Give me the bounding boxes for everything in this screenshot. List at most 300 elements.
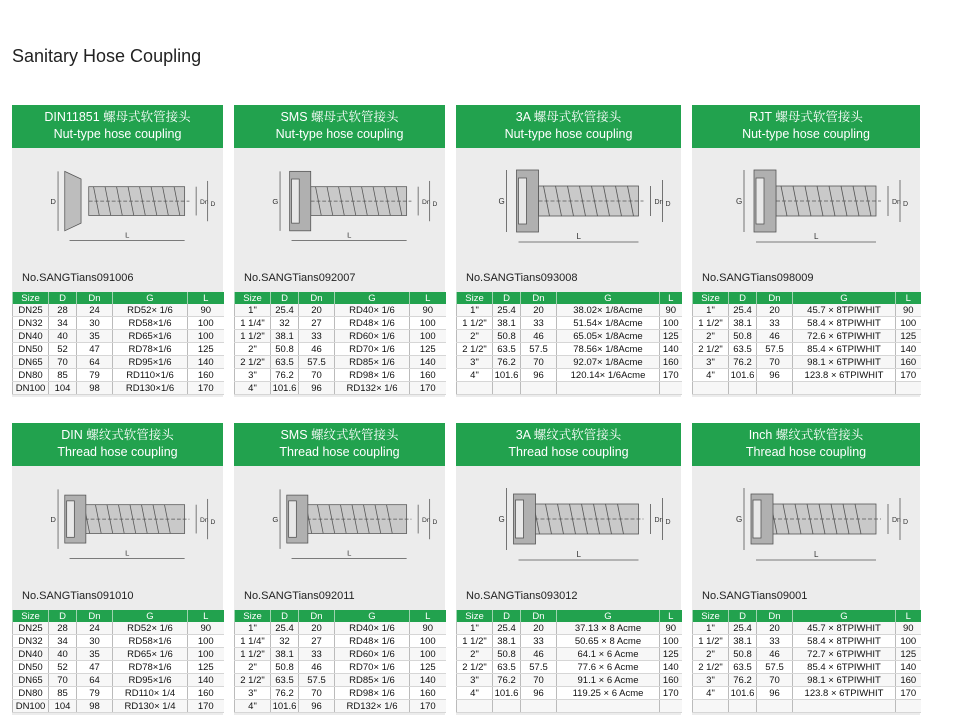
coupling-drawing (234, 148, 445, 258)
column-header: L (188, 292, 224, 304)
table-cell: 38.1 (729, 317, 757, 330)
product-card (234, 105, 445, 397)
table-cell: 85 (49, 687, 77, 700)
table-cell: 160 (896, 674, 921, 687)
table-cell: 160 (188, 687, 224, 700)
table-row (235, 687, 446, 700)
table-cell: DN25 (13, 622, 49, 635)
table-cell: 160 (410, 687, 446, 700)
table-cell: 3" (457, 674, 493, 687)
table-row (457, 369, 682, 382)
table-cell: 76.2 (729, 356, 757, 369)
column-header: D (271, 292, 299, 304)
table-cell: 125 (660, 330, 682, 343)
table-cell: 1" (235, 304, 271, 317)
table-cell: 20 (757, 304, 793, 317)
table-row (693, 622, 921, 635)
page-title: Sanitary Hose Coupling (12, 46, 202, 66)
model-number: No.SANGTians098009 (702, 272, 814, 284)
table-cell: 50.8 (271, 343, 299, 356)
coupling-drawing (12, 148, 223, 258)
table-cell: 98 (77, 382, 113, 395)
table-cell: RD52× 1/6 (113, 622, 188, 635)
table-cell: DN40 (13, 330, 49, 343)
table-cell: 140 (660, 661, 682, 674)
table-cell: 57.5 (757, 661, 793, 674)
table-cell: 120.14× 1/6Acme (557, 369, 660, 382)
table-cell: 24 (77, 304, 113, 317)
table-cell: DN50 (13, 661, 49, 674)
table-row (235, 304, 446, 317)
table-cell: 34 (49, 635, 77, 648)
coupling-drawing (692, 466, 920, 576)
model-number: No.SANGTians092007 (244, 272, 356, 284)
table-cell: 125 (410, 343, 446, 356)
column-header: Dn (521, 292, 557, 304)
table-cell: 4" (235, 700, 271, 713)
table-cell: 98 (77, 700, 113, 713)
table-row (693, 382, 921, 395)
column-header: G (793, 292, 896, 304)
card-title-en: Thread hose coupling (745, 445, 867, 459)
svg-text:D: D (903, 519, 909, 526)
table-cell: 3" (693, 356, 729, 369)
table-cell: 76.2 (493, 356, 521, 369)
table-cell: 98.1 × 6TPIWHIT (793, 356, 896, 369)
table-row (457, 382, 682, 395)
table-row (457, 648, 682, 661)
table-cell: 33 (521, 317, 557, 330)
table-cell: 2" (235, 343, 271, 356)
table-cell: 4" (235, 382, 271, 395)
table-cell: 1" (235, 622, 271, 635)
svg-text:Dn: Dn (199, 516, 209, 524)
table-cell: 101.6 (271, 700, 299, 713)
table-cell: 1 1/4" (235, 317, 271, 330)
coupling-drawing (456, 148, 681, 258)
column-header: D (729, 610, 757, 622)
svg-text:G: G (736, 197, 743, 206)
spec-table (692, 292, 921, 395)
table-cell: 1 1/2" (235, 330, 271, 343)
coupling-drawing (12, 466, 223, 576)
table-row (693, 330, 921, 343)
table-cell: 38.1 (271, 330, 299, 343)
product-card (456, 105, 681, 397)
table-row (693, 635, 921, 648)
table-cell: DN65 (13, 674, 49, 687)
table-cell: 1 1/2" (457, 635, 493, 648)
table-cell: 46 (521, 330, 557, 343)
card-header (456, 105, 681, 148)
table-cell: 25.4 (271, 304, 299, 317)
spec-table (12, 610, 224, 713)
column-header: Size (457, 292, 493, 304)
column-header: Dn (299, 292, 335, 304)
table-cell: 70 (299, 369, 335, 382)
svg-text:G: G (498, 197, 505, 206)
table-row (13, 687, 224, 700)
card-title-cn: 3A 螺纹式软管接头 (515, 428, 622, 442)
table-cell (896, 700, 921, 713)
table-cell: 50.65 × 8 Acme (557, 635, 660, 648)
table-cell: 90 (660, 304, 682, 317)
table-cell: 3" (693, 674, 729, 687)
table-cell: 25.4 (729, 304, 757, 317)
table-cell: 57.5 (299, 674, 335, 687)
table-cell: 76.2 (271, 369, 299, 382)
table-cell: 33 (521, 635, 557, 648)
table-cell (729, 382, 757, 395)
table-cell: 63.5 (271, 356, 299, 369)
spec-table (456, 610, 682, 713)
coupling-drawing (234, 466, 445, 576)
card-title-en: Nut-type hose coupling (504, 127, 633, 141)
table-cell: 1" (457, 622, 493, 635)
table-row (693, 674, 921, 687)
table-cell: 32 (271, 317, 299, 330)
table-cell: 57.5 (757, 343, 793, 356)
card-title-cn: DIN11851 螺母式软管接头 (44, 110, 191, 124)
table-cell: 25.4 (493, 622, 521, 635)
svg-text:D: D (665, 201, 671, 208)
table-row (457, 330, 682, 343)
table-row (235, 674, 446, 687)
table-cell: 79 (77, 369, 113, 382)
coupling-drawing (692, 148, 920, 258)
svg-text:G: G (498, 515, 505, 524)
table-cell: 20 (299, 622, 335, 635)
table-cell: 96 (757, 369, 793, 382)
table-cell: DN100 (13, 382, 49, 395)
table-cell (660, 700, 682, 713)
table-cell: RD98× 1/6 (335, 369, 410, 382)
table-cell: 37.13 × 8 Acme (557, 622, 660, 635)
table-cell: DN80 (13, 369, 49, 382)
table-cell: RD48× 1/6 (335, 635, 410, 648)
table-cell (896, 382, 921, 395)
table-cell: RD85× 1/6 (335, 356, 410, 369)
column-header: D (49, 610, 77, 622)
table-cell: 170 (410, 700, 446, 713)
table-cell: 91.1 × 6 Acme (557, 674, 660, 687)
table-cell: 33 (757, 635, 793, 648)
card-title-cn: SMS 螺纹式软管接头 (280, 428, 399, 442)
table-cell: 33 (299, 648, 335, 661)
table-row (13, 369, 224, 382)
table-cell: 76.2 (493, 674, 521, 687)
table-cell: 2" (235, 661, 271, 674)
table-cell (757, 700, 793, 713)
svg-text:G: G (736, 515, 743, 524)
table-cell: 79 (77, 687, 113, 700)
table-cell: 70 (757, 356, 793, 369)
table-cell: 30 (77, 317, 113, 330)
column-header: Dn (77, 610, 113, 622)
table-cell: 1" (457, 304, 493, 317)
table-cell (521, 382, 557, 395)
table-cell: 125 (188, 343, 224, 356)
table-row (693, 369, 921, 382)
table-cell: 4" (693, 687, 729, 700)
table-cell: 25.4 (493, 304, 521, 317)
table-cell: 24 (77, 622, 113, 635)
table-cell: 46 (757, 648, 793, 661)
table-cell: 2 1/2" (235, 356, 271, 369)
table-cell: RD70× 1/6 (335, 343, 410, 356)
table-cell: 2" (457, 330, 493, 343)
card-header (12, 105, 223, 148)
column-header: L (896, 292, 921, 304)
model-number: No.SANGTians093008 (466, 272, 578, 284)
table-cell: 32 (271, 635, 299, 648)
table-cell: 1" (693, 622, 729, 635)
product-card (456, 423, 681, 715)
table-cell: 47 (77, 661, 113, 674)
model-number: No.SANGTians093012 (466, 590, 578, 602)
table-cell: 3" (235, 687, 271, 700)
table-cell: 76.2 (729, 674, 757, 687)
table-row (235, 661, 446, 674)
table-cell: 70 (757, 674, 793, 687)
table-cell: RD132× 1/6 (335, 382, 410, 395)
table-cell: 125 (660, 648, 682, 661)
table-cell: 28 (49, 622, 77, 635)
table-cell: 123.8 × 6TPIWHIT (793, 687, 896, 700)
table-cell: 78.56× 1/8Acme (557, 343, 660, 356)
table-row (235, 356, 446, 369)
table-cell: 50.8 (493, 648, 521, 661)
column-header: Size (693, 292, 729, 304)
table-cell: 170 (896, 369, 921, 382)
table-cell: RD130×1/6 (113, 382, 188, 395)
svg-text:G: G (272, 196, 279, 206)
table-row (235, 635, 446, 648)
table-cell: 20 (521, 304, 557, 317)
column-header: Size (13, 610, 49, 622)
spec-table (456, 292, 682, 395)
table-cell: 101.6 (493, 369, 521, 382)
table-cell: 119.25 × 6 Acme (557, 687, 660, 700)
svg-text:L: L (125, 230, 130, 240)
table-cell: 1 1/2" (693, 635, 729, 648)
column-header: L (410, 292, 446, 304)
table-cell: 70 (49, 674, 77, 687)
table-cell: 64.1 × 6 Acme (557, 648, 660, 661)
table-cell: 27 (299, 635, 335, 648)
table-cell: 57.5 (299, 356, 335, 369)
table-cell (457, 382, 493, 395)
table-cell: 76.2 (271, 687, 299, 700)
table-cell: RD132× 1/6 (335, 700, 410, 713)
table-cell: RD60× 1/6 (335, 648, 410, 661)
card-title-en: Thread hose coupling (508, 445, 629, 459)
svg-text:D: D (432, 200, 438, 208)
table-cell: 140 (188, 356, 224, 369)
table-cell: 140 (410, 674, 446, 687)
table-cell: 38.1 (271, 648, 299, 661)
card-title-cn: 3A 螺母式软管接头 (515, 110, 622, 124)
table-row (235, 343, 446, 356)
svg-text:Dn: Dn (892, 199, 901, 206)
column-header: G (113, 610, 188, 622)
table-cell: 96 (757, 687, 793, 700)
table-cell (557, 382, 660, 395)
svg-text:D: D (665, 519, 671, 526)
table-cell (757, 382, 793, 395)
svg-text:D: D (50, 196, 56, 206)
column-header: Size (235, 610, 271, 622)
table-cell: RD65×1/6 (113, 330, 188, 343)
table-cell: 70 (49, 356, 77, 369)
table-row (693, 343, 921, 356)
table-cell: 100 (896, 635, 921, 648)
table-cell: 98.1 × 6TPIWHIT (793, 674, 896, 687)
table-cell: 140 (188, 674, 224, 687)
table-cell: 2" (693, 648, 729, 661)
column-header: G (113, 292, 188, 304)
table-cell: 100 (188, 330, 224, 343)
table-cell: 63.5 (729, 661, 757, 674)
table-cell (521, 700, 557, 713)
table-cell: 33 (299, 330, 335, 343)
table-cell: 90 (410, 622, 446, 635)
table-row (693, 687, 921, 700)
table-cell: 50.8 (493, 330, 521, 343)
column-header: L (188, 610, 224, 622)
table-cell: 90 (410, 304, 446, 317)
table-cell: 140 (896, 661, 921, 674)
table-cell: 47 (77, 343, 113, 356)
svg-text:Dn: Dn (421, 198, 431, 206)
table-row (457, 674, 682, 687)
table-cell: RD40× 1/6 (335, 304, 410, 317)
table-cell: 170 (660, 369, 682, 382)
table-cell: 57.5 (521, 661, 557, 674)
table-cell: 160 (188, 369, 224, 382)
card-title-cn: Inch 螺纹式软管接头 (748, 428, 864, 442)
table-cell: 96 (521, 687, 557, 700)
table-cell: 64 (77, 356, 113, 369)
card-title-en: Nut-type hose coupling (275, 127, 404, 141)
table-cell: 101.6 (271, 382, 299, 395)
svg-text:L: L (576, 550, 581, 559)
table-cell: 3" (457, 356, 493, 369)
table-cell: RD110× 1/4 (113, 687, 188, 700)
table-cell: RD130× 1/4 (113, 700, 188, 713)
table-cell (493, 382, 521, 395)
table-cell: 100 (410, 635, 446, 648)
table-cell: 50.8 (271, 661, 299, 674)
column-header: L (660, 610, 682, 622)
table-cell: 4" (457, 369, 493, 382)
table-row (693, 661, 921, 674)
svg-text:L: L (347, 230, 352, 240)
svg-text:D: D (50, 514, 56, 524)
table-cell: 63.5 (493, 661, 521, 674)
table-cell: 40 (49, 330, 77, 343)
table-cell: 38.1 (729, 635, 757, 648)
table-cell: 28 (49, 304, 77, 317)
table-cell (693, 382, 729, 395)
table-cell: 90 (188, 622, 224, 635)
table-cell: 101.6 (729, 369, 757, 382)
table-cell: 1 1/4" (235, 635, 271, 648)
table-cell: RD60× 1/6 (335, 330, 410, 343)
column-header: G (793, 610, 896, 622)
table-row (235, 317, 446, 330)
spec-table (234, 610, 446, 713)
card-title-cn: RJT 螺母式软管接头 (749, 110, 863, 124)
table-cell: 85 (49, 369, 77, 382)
table-cell: DN32 (13, 635, 49, 648)
svg-text:G: G (272, 514, 279, 524)
column-header: L (660, 292, 682, 304)
table-cell: 96 (299, 382, 335, 395)
svg-text:Dn: Dn (199, 198, 209, 206)
table-cell: RD78×1/6 (113, 343, 188, 356)
spec-table (12, 292, 224, 395)
table-cell: 100 (188, 317, 224, 330)
table-cell (660, 382, 682, 395)
table-cell: 160 (660, 356, 682, 369)
table-cell: 101.6 (493, 687, 521, 700)
table-cell: 125 (188, 661, 224, 674)
table-cell: 170 (896, 687, 921, 700)
table-cell (457, 700, 493, 713)
table-cell: 100 (896, 317, 921, 330)
table-row (235, 622, 446, 635)
column-header: Size (693, 610, 729, 622)
column-header: L (896, 610, 921, 622)
table-cell: RD58×1/6 (113, 317, 188, 330)
column-header: D (49, 292, 77, 304)
model-number: No.SANGTians09001 (702, 590, 808, 602)
table-cell: 123.8 × 6TPIWHIT (793, 369, 896, 382)
product-card (234, 423, 445, 715)
table-row (457, 661, 682, 674)
table-cell: 30 (77, 635, 113, 648)
table-cell: RD95×1/6 (113, 674, 188, 687)
table-cell: 34 (49, 317, 77, 330)
product-card (692, 423, 920, 715)
table-cell: 1" (693, 304, 729, 317)
svg-text:D: D (903, 201, 909, 208)
svg-text:Dn: Dn (892, 517, 901, 524)
table-cell (793, 700, 896, 713)
table-cell: RD98× 1/6 (335, 687, 410, 700)
column-header: D (493, 610, 521, 622)
table-cell: 40 (49, 648, 77, 661)
table-cell: 63.5 (271, 674, 299, 687)
table-cell: 1 1/2" (693, 317, 729, 330)
table-cell: 51.54× 1/8Acme (557, 317, 660, 330)
column-header: G (335, 610, 410, 622)
table-cell: 2 1/2" (693, 661, 729, 674)
table-cell: 100 (660, 317, 682, 330)
product-card (12, 423, 223, 715)
table-cell: 160 (410, 369, 446, 382)
column-header: G (557, 292, 660, 304)
table-cell: 100 (410, 648, 446, 661)
table-cell (493, 700, 521, 713)
table-cell: 57.5 (521, 343, 557, 356)
product-card (692, 105, 920, 397)
table-cell: 3" (235, 369, 271, 382)
table-cell: 52 (49, 661, 77, 674)
table-cell (693, 700, 729, 713)
card-title-en: Thread hose coupling (57, 445, 178, 459)
